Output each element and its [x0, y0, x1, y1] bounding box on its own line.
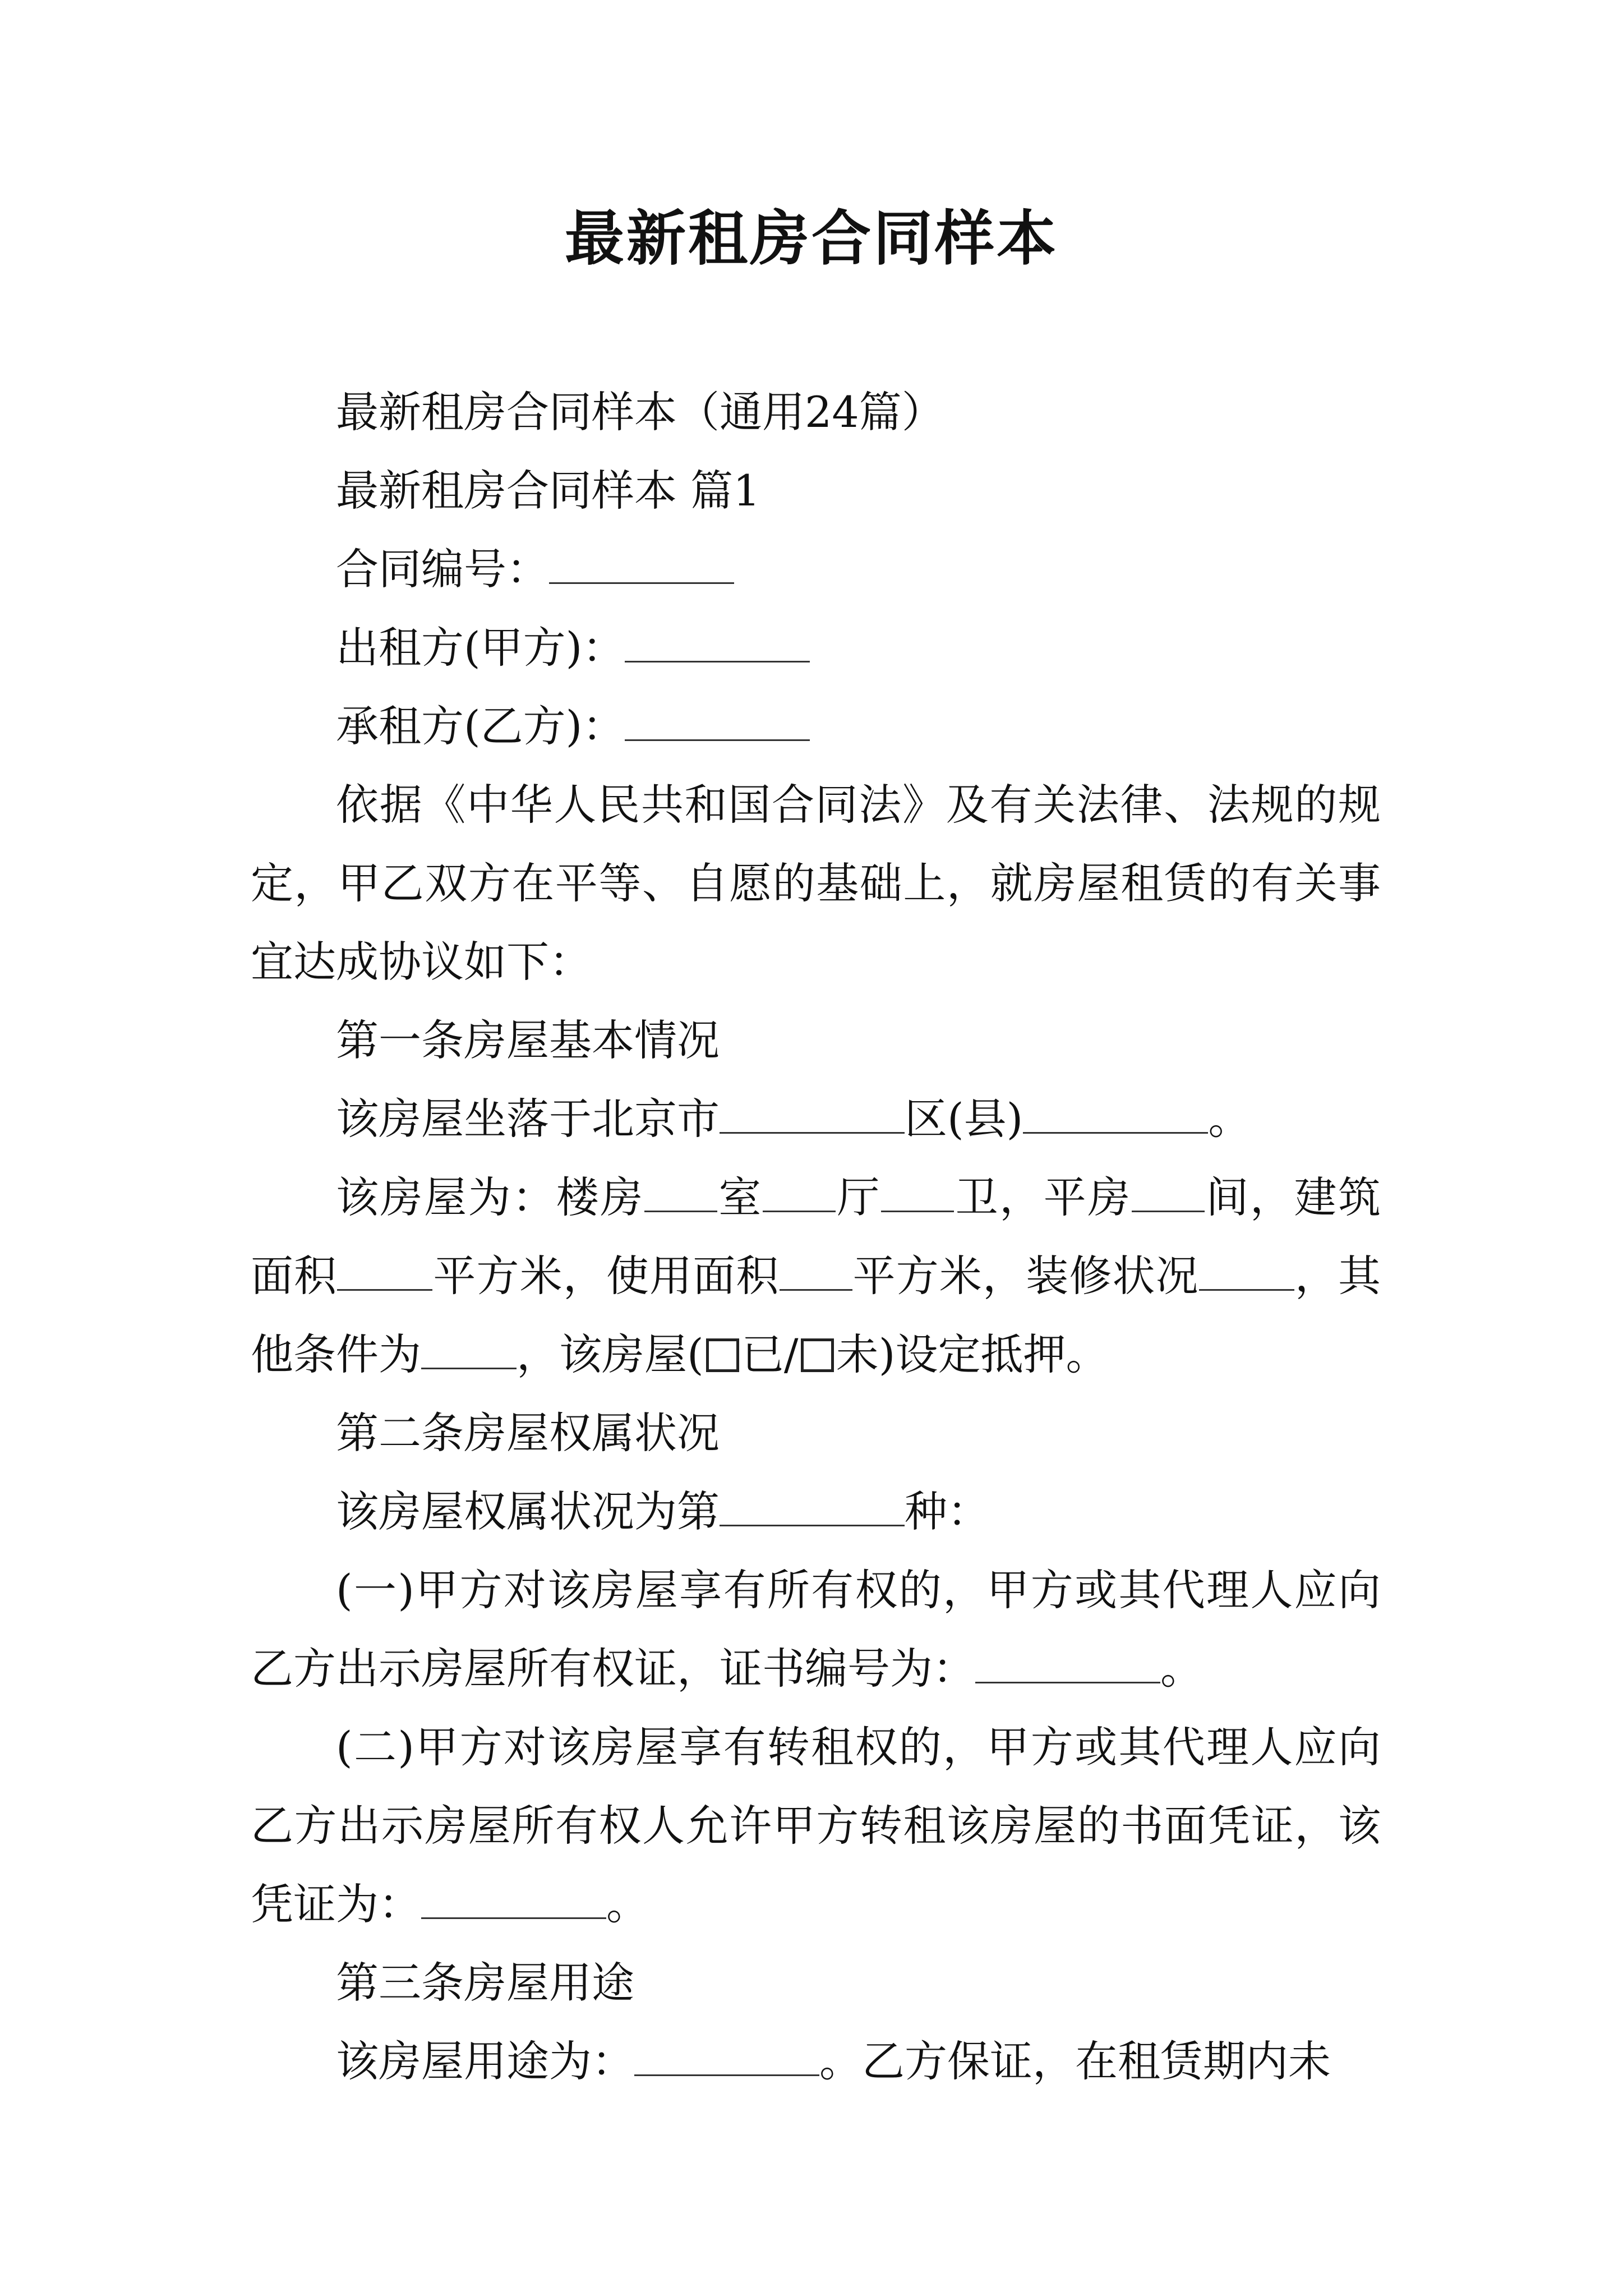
rooms-label: 室 [717, 1172, 763, 1222]
baths-blank [881, 1170, 954, 1212]
document-body [251, 373, 1381, 2101]
paragraph-ownership-1 [251, 1551, 1381, 1708]
checkbox-not-mortgaged-icon [801, 1338, 834, 1372]
mortgage-label: ，该房屋( [517, 1329, 704, 1379]
lessor-label: 出租方(甲方)： [336, 623, 625, 673]
usable-area-blank [780, 1249, 852, 1291]
district-blank [720, 1092, 905, 1134]
contract-number-blank [549, 542, 734, 584]
usable-area-label: 平方米，使用面积 [432, 1251, 780, 1301]
house-type-text: 该房屋为：楼房 [336, 1172, 644, 1222]
ownership-type-text: 该房屋权属状况为第 [336, 1487, 720, 1536]
lessor-blank [625, 620, 810, 662]
halls-blank [763, 1170, 836, 1212]
address-blank [1023, 1092, 1208, 1134]
building-area-blank [337, 1249, 432, 1291]
ownership-2-text: (二)甲方对该房屋享有转租权的，甲方或其代理人应向乙方出示房屋所有权人允许甲方转租该房屋的书面凭证，该凭证为： [251, 1722, 1381, 1929]
ownership-1-end: 。 [1160, 1644, 1203, 1694]
building-area-label: 间，建筑面积 [251, 1172, 1381, 1301]
lessee-blank [625, 699, 810, 741]
bungalow-rooms-blank [1132, 1170, 1205, 1212]
paragraph-preamble: 依据《中华人民共和国合同法》及有关法律、法规的规定，甲乙双方在平等、自愿的基础上，就房屋租赁的有关事宜达成协议如下： [251, 780, 1381, 987]
sublease-proof-blank [421, 1877, 606, 1919]
lessee-label: 承租方(乙方)： [336, 701, 625, 751]
article-1-heading: 第一条房屋基本情况 [336, 1015, 720, 1065]
ownership-2-end: 。 [606, 1879, 649, 1929]
other-conditions-label: ，其他条件为 [251, 1251, 1381, 1379]
certificate-number-blank [975, 1641, 1160, 1683]
document-title: 最新租房合同样本 [565, 203, 1058, 273]
decoration-blank [1199, 1249, 1294, 1291]
district-label: 区(县) [905, 1094, 1023, 1144]
paragraph-ownership-type [251, 1473, 1381, 1551]
paragraph-house-type [251, 1158, 1381, 1394]
contract-number-label: 合同编号： [336, 544, 549, 594]
paragraph-subtitle: 最新租房合同样本（通用24篇） [336, 387, 944, 437]
paragraph-location [251, 1080, 1381, 1158]
usage-text: 。乙方保证，在租赁期内未 [819, 2036, 1331, 2086]
rooms-blank [644, 1170, 717, 1212]
halls-label: 厅 [835, 1172, 882, 1222]
paragraph-lessee [251, 687, 1381, 766]
baths-label: 卫，平房 [954, 1172, 1132, 1222]
article-3-heading: 第三条房屋用途 [336, 1958, 634, 2008]
paragraph-section-heading: 最新租房合同样本 篇1 [336, 466, 760, 516]
mortgaged-label: 已/ [741, 1329, 799, 1379]
decoration-label: 平方米，装修状况 [852, 1251, 1199, 1301]
ownership-1-text: (一)甲方对该房屋享有所有权的，甲方或其代理人应向乙方出示房屋所有权证，证书编号为： [251, 1565, 1381, 1694]
paragraph-ownership-2 [251, 1708, 1381, 1944]
article-2-heading: 第二条房屋权属状况 [336, 1408, 720, 1458]
other-conditions-blank [421, 1327, 517, 1369]
ownership-type-end: 种： [905, 1487, 990, 1536]
usage-blank [634, 2034, 819, 2076]
usage-label: 该房屋用途为： [336, 2036, 634, 2086]
paragraph-house-usage [251, 2022, 1381, 2101]
location-end: 。 [1208, 1094, 1251, 1144]
paragraph-contract-number [251, 530, 1381, 609]
paragraph-lessor [251, 609, 1381, 687]
not-mortgaged-label: 未)设定抵押。 [836, 1329, 1109, 1379]
ownership-type-blank [720, 1484, 905, 1526]
checkbox-mortgaged-icon [706, 1338, 739, 1372]
location-text: 该房屋坐落于北京市 [336, 1094, 720, 1144]
